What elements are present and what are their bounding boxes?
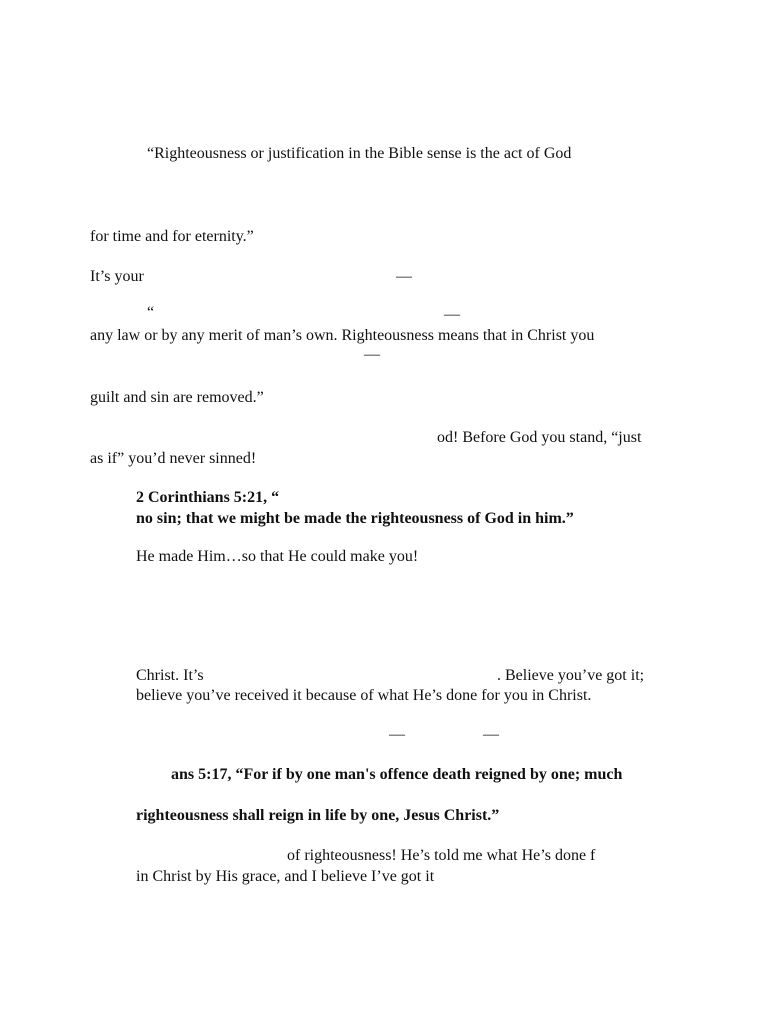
- text-line: od! Before God you stand, “just: [437, 429, 642, 446]
- scripture-text: righteousness shall reign in life by one, Jesus Christ.”: [136, 807, 500, 824]
- scripture-text: ans 5:17, “For if by one man's offence death reigned by one; much: [171, 766, 623, 783]
- text-line: He made Him…so that He could make you!: [136, 548, 419, 565]
- text-line: It’s your: [90, 268, 144, 285]
- text-line: of righteousness! He’s told me what He’s done f: [287, 847, 596, 864]
- em-dash: —: [389, 726, 405, 743]
- text-line: as if” you’d never sinned!: [90, 450, 257, 467]
- text-line: in Christ by His grace, and I believe I’ve got it: [136, 868, 435, 885]
- quote-opening-line: “Righteousness or justification in the Bible sense is the act of God: [147, 145, 572, 162]
- quote-closing-line: for time and for eternity.”: [90, 228, 254, 245]
- open-quote-mark: “: [147, 304, 155, 321]
- text-line: Christ. It’s: [136, 667, 204, 684]
- em-dash: —: [396, 268, 412, 285]
- text-line: . Believe you’ve got it;: [497, 667, 645, 684]
- scripture-reference: 2 Corinthians 5:21, “: [136, 489, 280, 506]
- text-line: any law or by any merit of man’s own. Righteousness means that in Christ you: [90, 327, 595, 344]
- scripture-text: no sin; that we might be made the righteousness of God in him.”: [136, 510, 574, 527]
- em-dash: —: [364, 346, 380, 363]
- text-line: believe you’ve received it because of what He’s done for you in Christ.: [136, 687, 592, 704]
- em-dash: —: [483, 726, 499, 743]
- em-dash: —: [444, 306, 460, 323]
- text-line: guilt and sin are removed.”: [90, 389, 264, 406]
